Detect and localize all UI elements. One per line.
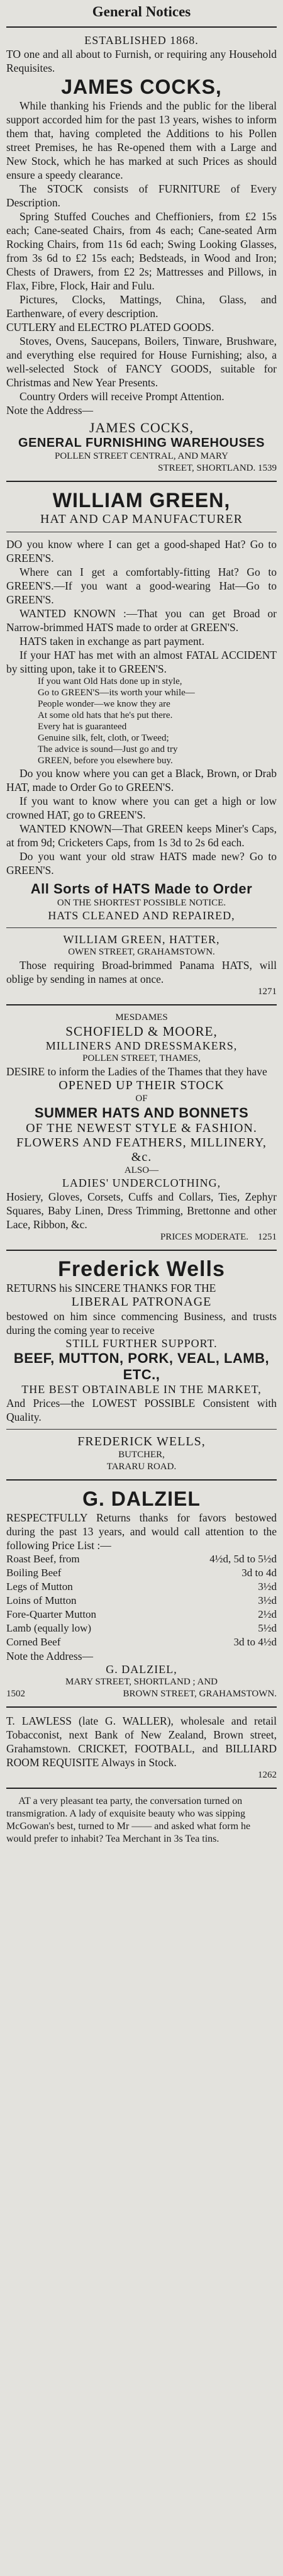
lawless-p1: T. LAWLESS (late G. WALLER), wholesale and retail Tobacconist, next Bank of New Zealand, Brown street, Grahamstown. CRICKET, FOOTBALL, and BILLIARD ROOM REQUISITE Always in Stock. (6, 1715, 277, 1769)
schofield-mesdames: MESDAMES (115, 1012, 168, 1022)
divider (6, 1788, 277, 1789)
poem-line: People wonder—we know they are (38, 699, 170, 709)
schofield-newest: OF THE NEWEST STYLE & FASHION. (26, 1121, 257, 1135)
green-p3: WANTED KNOWN :—That you can get Broad or Narrow-brimmed HATS made to order at GREEN'S. (6, 607, 277, 634)
dalziel-addr-2-line (6, 1688, 277, 1700)
divider (6, 1479, 277, 1481)
price-value: 5½d (258, 1622, 277, 1634)
price-value: 3½d (258, 1581, 277, 1593)
ad-schofield-moore (6, 1012, 277, 1243)
cocks-body-5: CUTLERY and ELECTRO PLATED GOODS. (6, 321, 214, 333)
price-row (6, 1608, 277, 1621)
dalziel-addr-1: MARY STREET, SHORTLAND ; AND (65, 1677, 218, 1687)
green-addr: OWEN STREET, GRAHAMSTOWN. (68, 947, 215, 957)
green-big-1: All Sorts of HATS Made to Order (30, 881, 253, 897)
footer-anecdote (6, 1795, 277, 1845)
green-p5: If your HAT has met with an almost FATAL ACCIDENT by sitting upon, take it to GREEN'S. (6, 649, 277, 675)
price-item: Fore-Quarter Mutton (6, 1608, 97, 1620)
wells-p2: bestowed on him since commencing Business, and trusts during the coming year to receive (6, 1310, 277, 1336)
green-p7: If you want to know where you can get a high or low crowned HAT, go to GREEN'S. (6, 795, 277, 821)
ad-frederick-wells (6, 1257, 277, 1473)
poem-line: GREEN, before you elsewhere buy. (38, 756, 173, 766)
green-short: ON THE SHORTEST POSSIBLE NOTICE. (57, 898, 226, 908)
established-line: ESTABLISHED 1868. (84, 34, 199, 47)
price-value: 4½d, 5d to 5½d (209, 1553, 277, 1565)
price-list (6, 1552, 277, 1649)
poem-line: Genuine silk, felt, cloth, or Tweed; (38, 733, 169, 743)
ad-g-dalziel (6, 1487, 277, 1700)
poem-line: At some old hats that he's put there. (38, 710, 173, 720)
green-name: WILLIAM GREEN, (52, 489, 231, 512)
price-row (6, 1635, 277, 1649)
wells-p1: RETURNS his SINCERE THANKS FOR THE (6, 1282, 216, 1294)
wells-butcher: BUTCHER, (118, 1450, 165, 1460)
footer-text: AT a very pleasant tea party, the conversation turned on transmigration. A lady of exquisite beauty who was sipping McGowan's best, turned to Mr —— and asked what form he would prefer to inhabit? Tea Merchant in 3s Tea tins. (6, 1796, 251, 1844)
price-value: 3d to 4d (241, 1567, 277, 1579)
schofield-flowers: FLOWERS AND FEATHERS, MILLINERY, &c. (16, 1136, 267, 1164)
ad-number: 1502 (6, 1689, 25, 1699)
price-row (6, 1580, 277, 1594)
price-row (6, 1594, 277, 1608)
wells-still: STILL FURTHER SUPPORT. (65, 1337, 218, 1350)
dalziel-note: Note the Address— (6, 1650, 94, 1662)
schofield-also: ALSO— (124, 1165, 159, 1175)
cocks-addr-2-text: STREET, SHORTLAND. (158, 463, 256, 473)
dalziel-sign: G. DALZIEL, (106, 1663, 177, 1676)
price-item: Legs of Mutton (6, 1581, 73, 1593)
ad-number: 1251 (258, 1232, 277, 1242)
price-item: Lamb (equally low) (6, 1622, 92, 1634)
schofield-of: OF (135, 1094, 148, 1104)
green-sign: WILLIAM GREEN, HATTER, (63, 933, 220, 946)
dalziel-name: G. DALZIEL (82, 1487, 201, 1510)
schofield-names: SCHOFIELD & MOORE, (65, 1024, 218, 1039)
ad-number: 1539 (258, 463, 277, 473)
green-poem (6, 676, 277, 766)
schofield-addr: POLLEN STREET, THAMES, (82, 1053, 201, 1063)
schofield-prices (6, 1231, 277, 1243)
green-p10: Those requiring Broad-brimmed Panama HATS, will oblige by sending in names at once. (6, 959, 277, 985)
poem-line: Go to GREEN'S—its worth your while— (38, 688, 195, 698)
cocks-name: JAMES COCKS, (61, 76, 222, 98)
price-value: 3½d (258, 1594, 277, 1606)
schofield-trade: MILLINERS AND DRESSMAKERS, (45, 1039, 238, 1052)
ad-number: 1262 (258, 1770, 277, 1780)
ad-william-green (6, 488, 277, 998)
poem-line: The advice is sound—Just go and try (38, 744, 178, 754)
wells-name: Frederick Wells (58, 1257, 225, 1281)
green-p9: Do you want your old straw HATS made new? Go to GREEN'S. (6, 850, 277, 876)
price-row (6, 1566, 277, 1580)
green-p2: Where can I get a comfortably-fitting Hat? Go to GREEN'S.—If you want a good-wearing Hat—Go to GREEN'S. (6, 566, 277, 606)
cocks-name-2: JAMES COCKS, (89, 420, 194, 435)
divider (6, 1429, 277, 1430)
ad-t-lawless (6, 1714, 277, 1781)
price-row (6, 1621, 277, 1635)
cocks-body-2: The STOCK consists of FURNITURE of Every Description. (6, 182, 277, 209)
divider (6, 1004, 277, 1005)
cocks-body-3: Spring Stuffed Couches and Cheffioniers, from £2 15s each; Cane-seated Chairs, from 4s each; Cane-seated Arm Rocking Chairs, from 11s 6d each; Swing Looking Glasses, from 3s 6d to £2 15s each; Bedsteads, in Wood and Iron; Chests of Drawers, from £2 2s; Mattresses and Pillows, in Flax, Fibre, Flock, Hair and Fulu. (6, 210, 277, 292)
cocks-intro: TO one and all about to Furnish, or requiring any Household Requisites. (6, 48, 277, 74)
price-item: Corned Beef (6, 1636, 61, 1648)
green-trade: HAT AND CAP MANUFACTURER (40, 512, 243, 526)
wells-road: TARARU ROAD. (106, 1462, 177, 1472)
divider (6, 1250, 277, 1251)
dalziel-addr-2: BROWN STREET, GRAHAMSTOWN. (123, 1689, 277, 1699)
cocks-warehouse: GENERAL FURNISHING WAREHOUSES (18, 436, 265, 450)
cocks-body-6: Stoves, Ovens, Saucepans, Boilers, Tinware, Brushware, and everything else required for House Furnishing; also, a well-selected Stock of FANCY GOODS, suitable for Christmas and New Year Presents. (6, 335, 277, 389)
ad-james-cocks (6, 34, 277, 474)
poem-line: If you want Old Hats done up in style, (38, 676, 182, 686)
wells-liberal: LIBERAL PATRONAGE (71, 1295, 212, 1309)
section-title: General Notices (92, 4, 191, 20)
ad-number: 1271 (258, 987, 277, 997)
wells-prices: And Prices—the LOWEST POSSIBLE Consistent with Quality. (6, 1397, 277, 1423)
cocks-body-1: While thanking his Friends and the public for the liberal support accorded him for the past 13 years, wishes to inform them that, having completed the Additions to his Pollen street Premises, he has Re-opened them with a Large and New Stock, which he has marked at such Prices as should ensure a speedy clearance. (6, 99, 277, 181)
cocks-addr-2 (6, 462, 277, 474)
wells-meats: BEEF, MUTTON, PORK, VEAL, LAMB, ETC., (13, 1350, 270, 1382)
dalziel-p1: RESPECTFULLY Returns thanks for favors bestowed during the past 13 years, and would call attention to the following Price List :— (6, 1511, 277, 1552)
price-item: Loins of Mutton (6, 1594, 77, 1606)
green-p1: DO you know where I can get a good-shaped Hat? Go to GREEN'S. (6, 538, 277, 564)
schofield-p2: Hosiery, Gloves, Corsets, Cuffs and Collars, Ties, Zephyr Squares, Baby Linen, Dress Trimming, Brettonne and other Lace, Ribbon, &c. (6, 1190, 277, 1231)
schofield-opened: OPENED UP THEIR STOCK (58, 1078, 225, 1092)
price-row (6, 1552, 277, 1566)
wells-best: THE BEST OBTAINABLE IN THE MARKET, (21, 1383, 262, 1396)
cocks-addr-1: POLLEN STREET CENTRAL, AND MARY (55, 451, 228, 461)
divider (6, 927, 277, 928)
green-p4: HATS taken in exchange as part payment. (19, 635, 205, 647)
divider (6, 26, 277, 28)
price-item: Roast Beef, from (6, 1553, 80, 1565)
price-value: 2½d (258, 1608, 277, 1620)
schofield-p1: DESIRE to inform the Ladies of the Thames that they have (6, 1065, 267, 1078)
divider (6, 481, 277, 482)
green-p8: WANTED KNOWN—That GREEN keeps Miner's Caps, at from 9d; Cricketers Caps, from 1s 3d to 2s 6d each. (6, 822, 277, 849)
cocks-body-7: Country Orders will receive Prompt Attention. (19, 390, 225, 403)
wells-sign: FREDERICK WELLS, (77, 1435, 206, 1448)
poem-line: Every hat is guaranteed (38, 722, 127, 732)
newspaper-column (6, 4, 277, 1845)
schofield-ladies: LADIES' UNDERCLOTHING, (62, 1177, 221, 1189)
green-cleaned: HATS CLEANED AND REPAIRED, (48, 909, 235, 922)
cocks-note: Note the Address— (6, 404, 94, 417)
cocks-body-4: Pictures, Clocks, Mattings, China, Glass, and Earthenware, of every description. (6, 293, 277, 320)
schofield-prices-text: PRICES MODERATE. (160, 1232, 248, 1242)
price-item: Boiling Beef (6, 1567, 62, 1579)
schofield-summer: SUMMER HATS AND BONNETS (34, 1105, 249, 1121)
green-p6: Do you know where you can get a Black, Brown, or Drab HAT, made to Order Go to GREEN'S. (6, 767, 277, 793)
divider (6, 1706, 277, 1708)
price-value: 3d to 4½d (233, 1636, 277, 1648)
